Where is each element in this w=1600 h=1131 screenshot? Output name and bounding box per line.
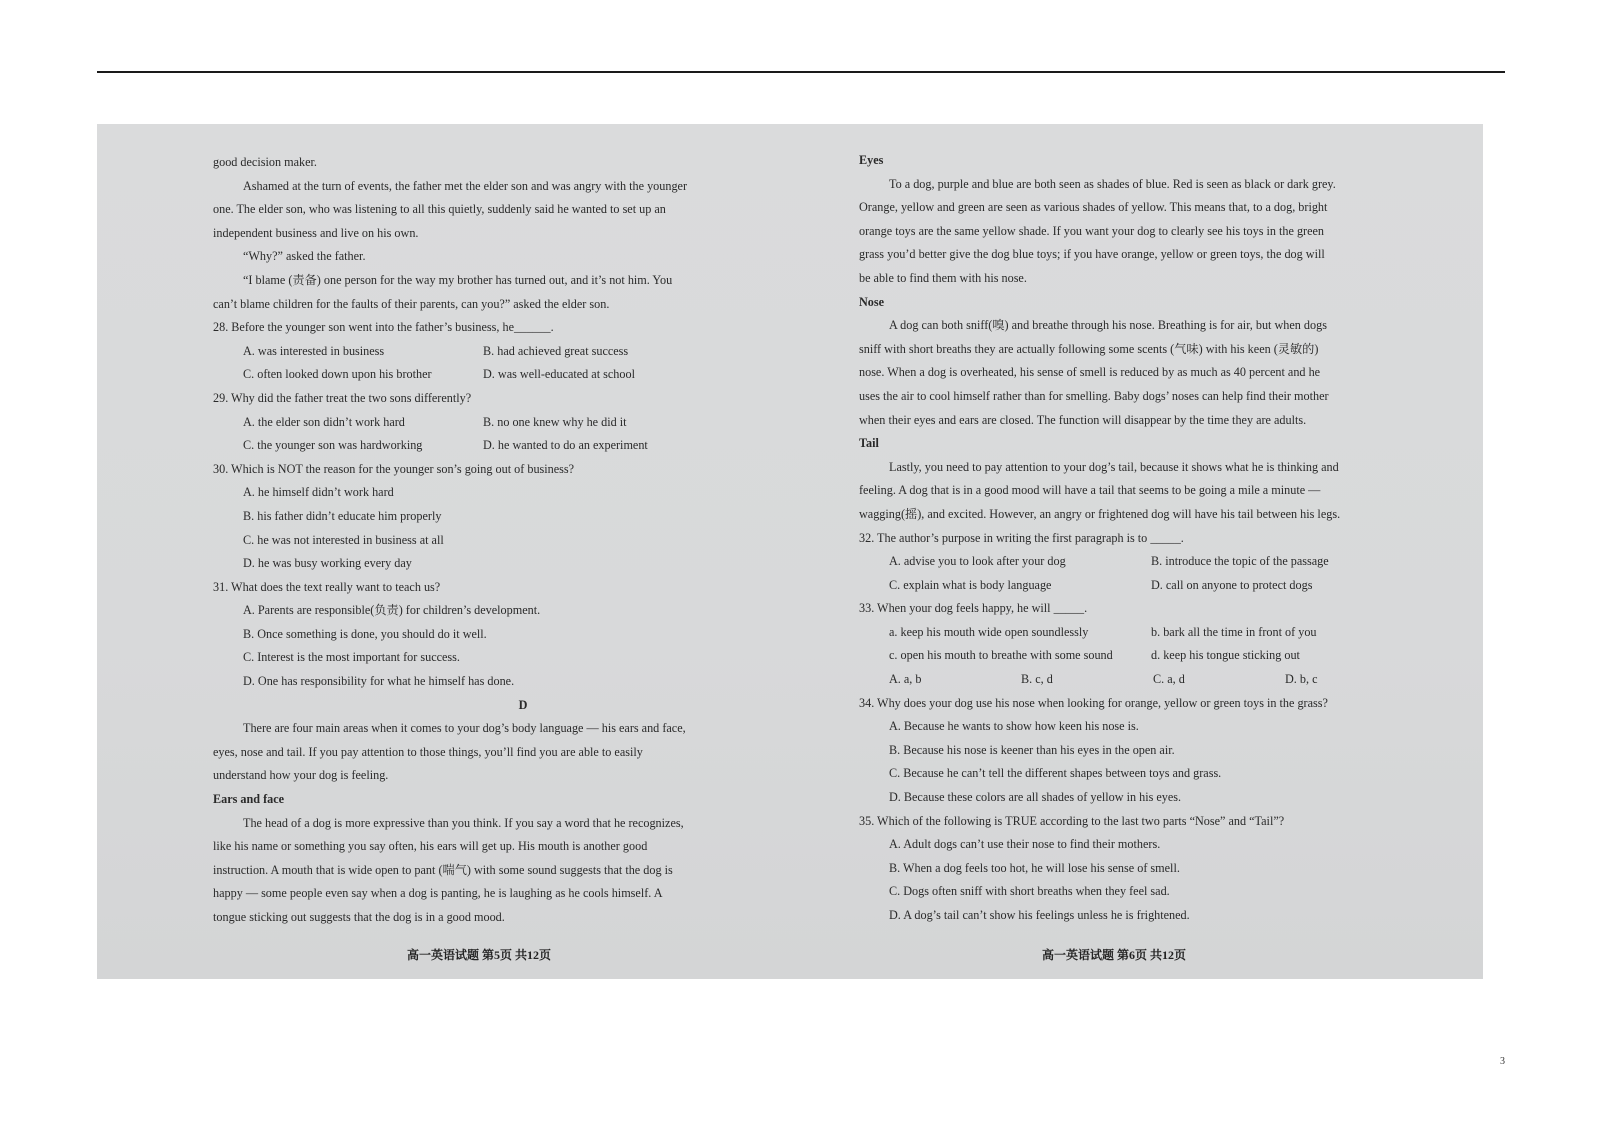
text-line: grass you’d better give the dog blue toys; if you have orange, yellow or green toys, the dog will [859,247,1325,262]
right-page-column [859,149,1465,928]
item-b: b. bark all the time in front of you [1151,624,1317,639]
header-rule [97,71,1505,73]
option-a: A. advise you to look after your dog [889,554,1066,569]
page-number: 3 [1500,1056,1505,1067]
option-b: B. c, d [1021,672,1053,687]
text-line: Lastly, you need to pay attention to your dog’s tail, because it shows what he is thinking and [889,459,1339,474]
text-line: happy — some people even say when a dog is panting, he is laughing as he cools himself. A [213,886,663,901]
item-a: a. keep his mouth wide open soundlessly [889,624,1089,639]
text-line: like his name or something you say often, his ears will get up. His mouth is another good [213,839,648,854]
item-c: c. open his mouth to breathe with some sound [889,648,1113,663]
option-c: C. Because he can’t tell the different shapes between toys and grass. [889,766,1222,781]
text-line: There are four main areas when it comes to your dog’s body language — his ears and face, [243,721,686,736]
option-c: C. Interest is the most important for success. [243,650,460,665]
subheading-eyes: Eyes [859,153,884,167]
option-c: C. explain what is body language [889,577,1052,592]
option-d: D. was well-educated at school [483,367,635,382]
option-d: D. Because these colors are all shades of yellow in his eyes. [889,790,1182,805]
option-b: B. his father didn’t educate him properly [243,508,442,523]
scanned-exam-spread [97,124,1483,979]
option-d: D. A dog’s tail can’t show his feelings unless he is frightened. [889,908,1190,922]
option-a: A. the elder son didn’t work hard [243,414,405,429]
question-33-items-cd [859,644,1465,668]
option-a: A. Adult dogs can’t use their nose to find their mothers. [889,837,1161,852]
text-line: sniff with short breaths they are actually following some scents (气味) with his keen (灵敏的) [859,341,1319,356]
question-33-items-ab [859,621,1465,645]
text-line: understand how your dog is feeling. [213,768,389,783]
text-line: when their eyes and ears are closed. The function will disappear by the time they are adults. [859,412,1307,427]
question-30-stem: 30. Which is NOT the reason for the younger son’s going out of business? [213,461,575,476]
option-c: C. the younger son was hardworking [243,438,423,453]
question-32-options-ab [859,550,1465,574]
option-a: A. a, b [889,672,922,687]
text-line: tongue sticking out suggests that the dog is in a good mood. [213,910,505,924]
option-b: B. no one knew why he did it [483,414,627,429]
text-line: good decision maker. [213,155,317,169]
text-line: be able to find them with his nose. [859,270,1027,285]
question-29-stem: 29. Why did the father treat the two sons differently? [213,390,472,405]
option-a: A. he himself didn’t work hard [243,485,394,500]
question-33-options [859,668,1465,692]
option-b: B. Once something is done, you should do it well. [243,626,487,641]
text-line: The head of a dog is more expressive than you think. If you say a word that he recognizes, [243,815,684,830]
text-line: instruction. A mouth that is wide open to pant (喘气) with some sound suggests that the dog is [213,862,673,877]
option-d: D. he was busy working every day [243,556,412,571]
text-line: feeling. A dog that is in a good mood will have a tail that seems to be going a mile a minute — [859,483,1321,498]
text-line: “I blame (责备) one person for the way my brother has turned out, and it’s not him. You [243,272,673,287]
option-b: B. Because his nose is keener than his eyes in the open air. [889,742,1175,757]
text-line: eyes, nose and tail. If you pay attention to those things, you’ll find you are able to easily [213,744,643,759]
option-a: A. Because he wants to show how keen his nose is. [889,719,1139,734]
left-page-column [213,151,833,930]
text-line: nose. When a dog is overheated, his sense of smell is reduced by as much as 40 percent and he [859,365,1321,380]
text-line: independent business and live on his own. [213,225,419,240]
text-line: can’t blame children for the faults of their parents, can you?” asked the elder son. [213,296,610,311]
question-31-stem: 31. What does the text really want to teach us? [213,579,441,594]
question-29-options-ab [213,411,833,435]
option-c: C. often looked down upon his brother [243,367,432,382]
option-d: D. call on anyone to protect dogs [1151,577,1313,592]
item-d: d. keep his tongue sticking out [1151,648,1300,663]
left-page-footer: 高一英语试题 第5页 共12页 [407,948,552,962]
subheading-nose: Nose [859,294,885,309]
option-a: A. Parents are responsible(负责) for children’s development. [243,603,541,618]
option-d: D. he wanted to do an experiment [483,438,648,453]
option-b: B. When a dog feels too hot, he will lose his sense of smell. [889,860,1180,875]
text-line: A dog can both sniff(嗅) and breathe through his nose. Breathing is for air, but when dogs [889,318,1327,333]
option-d: D. b, c [1285,672,1318,687]
text-line: “Why?” asked the father. [243,249,366,264]
subheading-tail: Tail [859,436,879,451]
text-line: To a dog, purple and blue are both seen as shades of blue. Red is seen as black or dark grey. [889,176,1336,191]
text-line: one. The elder son, who was listening to all this quietly, suddenly said he wanted to set up an [213,202,666,217]
option-c: C. he was not interested in business at all [243,532,444,547]
text-line: uses the air to cool himself rather than for smelling. Baby dogs’ noses can help find their mother [859,388,1329,403]
question-28-options-ab [213,340,833,364]
option-a: A. was interested in business [243,343,385,358]
question-32-options-cd [859,574,1465,598]
text-line: wagging(摇), and excited. However, an angry or frightened dog will have his tail between his legs. [859,506,1341,521]
option-c: C. Dogs often sniff with short breaths when they feel sad. [889,884,1170,899]
section-heading-d: D [518,697,528,712]
right-page-footer: 高一英语试题 第6页 共12页 [1042,948,1187,962]
option-b: B. introduce the topic of the passage [1151,554,1329,569]
text-line: orange toys are the same yellow shade. If you want your dog to clearly see his toys in the green [859,223,1325,238]
question-34-stem: 34. Why does your dog use his nose when looking for orange, yellow or green toys in the grass? [859,695,1328,710]
question-28-stem: 28. Before the younger son went into the father’s business, he______. [213,320,554,335]
text-line: Orange, yellow and green are seen as various shades of yellow. This means that, to a dog, bright [859,200,1328,215]
question-29-options-cd [213,434,833,458]
option-b: B. had achieved great success [483,343,629,358]
option-c: C. a, d [1153,672,1185,687]
question-28-options-cd [213,363,833,387]
text-line: Ashamed at the turn of events, the father met the elder son and was angry with the younger [243,178,688,193]
question-35-stem: 35. Which of the following is TRUE according to the last two parts “Nose” and “Tail”? [859,813,1285,828]
option-d: D. One has responsibility for what he himself has done. [243,674,515,689]
question-32-stem: 32. The author’s purpose in writing the first paragraph is to _____. [859,530,1184,545]
subheading-ears-and-face: Ears and face [213,792,285,807]
question-33-stem: 33. When your dog feels happy, he will _____. [859,601,1088,616]
